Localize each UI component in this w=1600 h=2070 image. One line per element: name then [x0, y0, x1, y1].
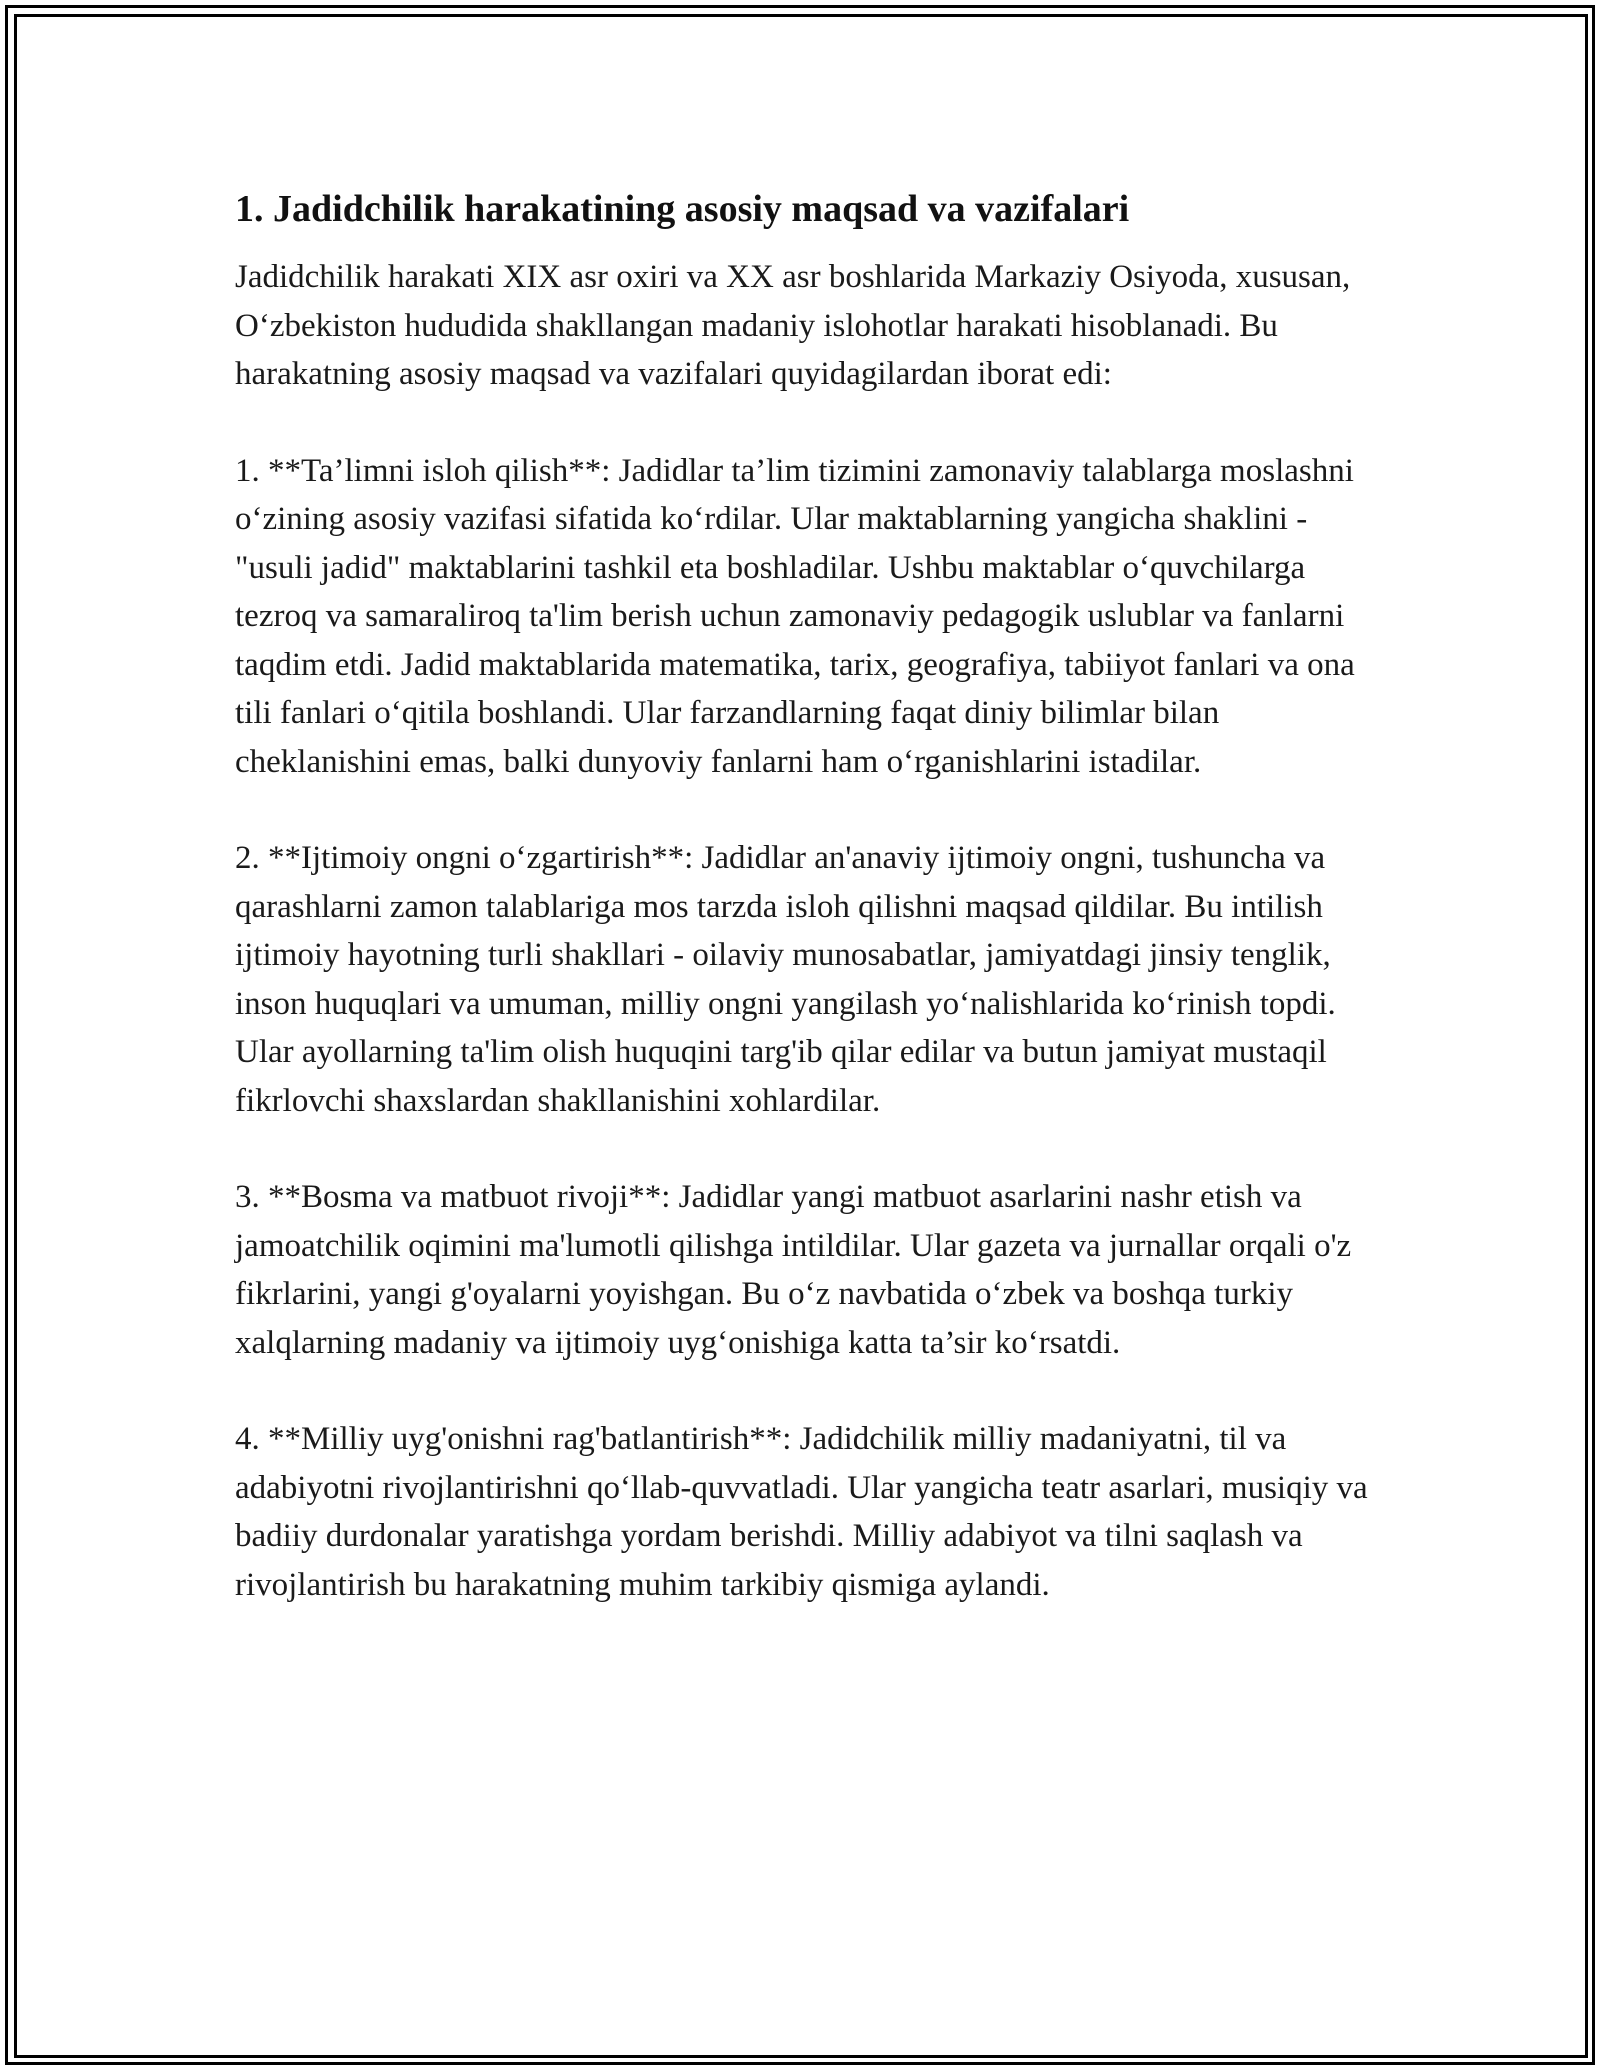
list-item-2: 2. **Ijtimoiy ongni o‘zgartirish**: Jadidlar an'anaviy ijtimoiy ongni, tushuncha va qarashlarni zamon talablariga mos tarzda isloh qilishni maqsad qildilar. Bu intilish ijtimoiy hayotning turli shakllari - oilaviy munosabatlar, jamiyatdagi jinsiy tenglik, inson huquqlari va umuman, milliy ongni yangilash yo‘nalishlarida ko‘rinish topdi. Ular ayollarning ta'lim olish huquqini targ'ib qilar edilar va butun jamiyat mustaqil fikrlovchi shaxslardan shakllanishini xohlardilar. — [235, 840, 1336, 1119]
document-body — [235, 185, 1375, 1657]
document-title: 1. Jadidchilik harakatining asosiy maqsad va vazifalari — [235, 188, 1130, 230]
list-item-4: 4. **Milliy uyg'onishni rag'batlantirish**: Jadidchilik milliy madaniyatni, til va adabiyotni rivojlantirishni qo‘llab-quvvatladi. Ular yangicha teatr asarlari, musiqiy va badiiy durdonalar yaratishga yordam berishdi. Milliy adabiyot va tilni saqlash va rivojlantirish bu harakatning muhim tarkibiy qismiga aylandi. — [235, 1421, 1368, 1603]
list-item-3: 3. **Bosma va matbuot rivoji**: Jadidlar yangi matbuot asarlarini nashr etish va jamoatchilik oqimini ma'lumotli qilishga intildilar. Ular gazeta va jurnallar orqali o'z fikrlarini, yangi g'oyalarni yoyishgan. Bu o‘z navbatida o‘zbek va boshqa turkiy xalqlarning madaniy va ijtimoiy uyg‘onishiga katta ta’sir ko‘rsatdi. — [235, 1179, 1352, 1361]
list-item-1: 1. **Ta’limni isloh qilish**: Jadidlar ta’lim tizimini zamonaviy talablarga moslashni o‘zining asosiy vazifasi sifatida ko‘rdilar. Ular maktablarning yangicha shaklini - "usuli jadid" maktablarini tashkil eta boshladilar. Ushbu maktablar o‘quvchilarga tezroq va samaraliroq ta'lim berish uchun zamonaviy pedagogik uslublar va fanlarni taqdim etdi. Jadid maktablarida matematika, tarix, geografiya, tabiiyot fanlari va ona tili fanlari o‘qitila boshlandi. Ular farzandlarning faqat diniy bilimlar bilan cheklanishini emas, balki dunyoviy fanlarni ham o‘rganishlarini istadilar. — [235, 452, 1355, 780]
intro-paragraph: Jadidchilik harakati XIX asr oxiri va XX asr boshlarida Markaziy Osiyoda, xususan, O‘zbekiston hududida shakllangan madaniy islohotlar harakati hisoblanadi. Bu harakatning asosiy maqsad va vazifalari quyidagilardan iborat edi: — [235, 259, 1351, 392]
